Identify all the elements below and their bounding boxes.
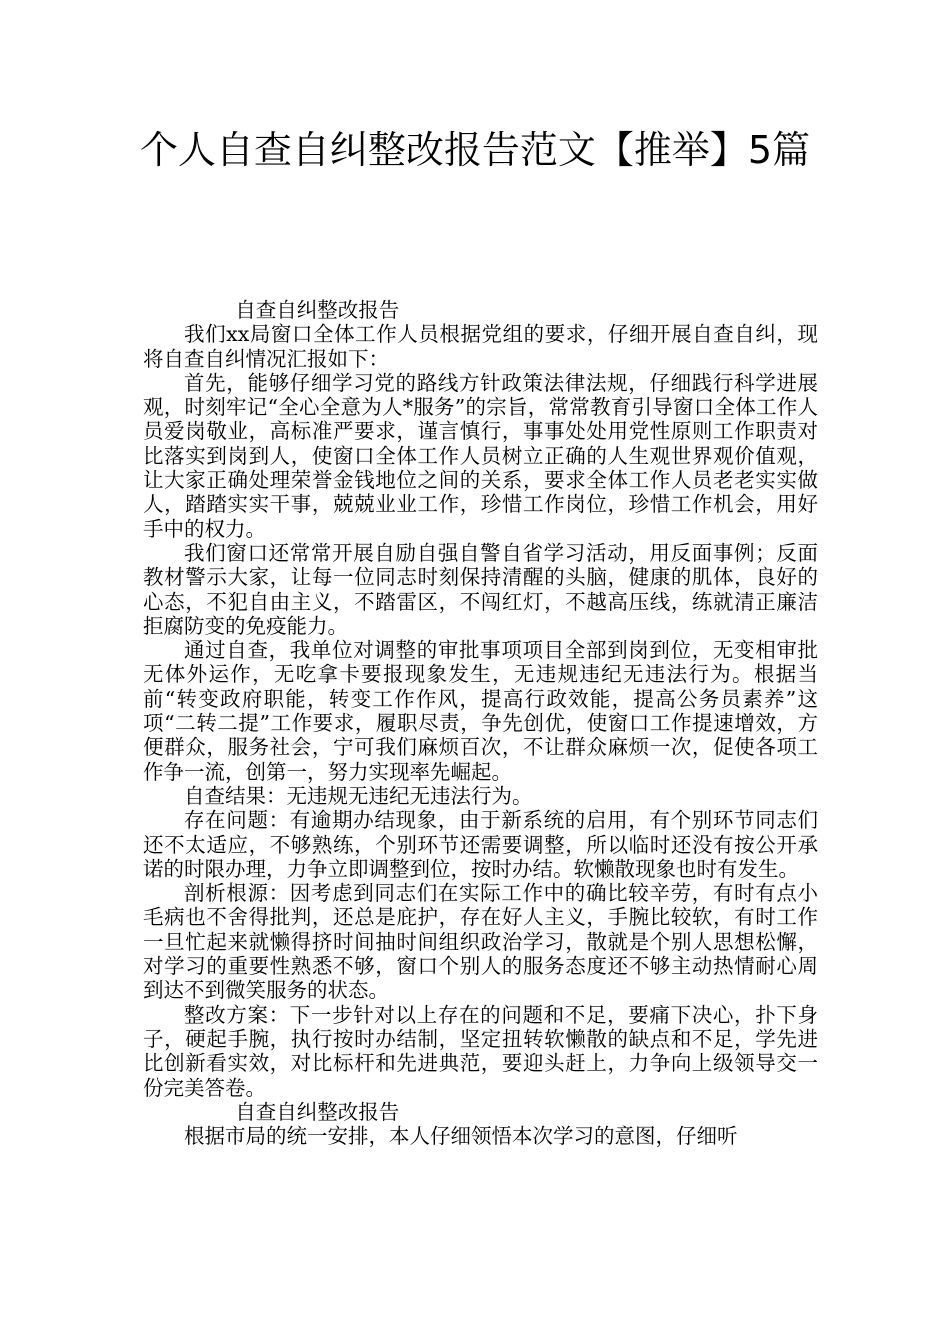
paragraph: 自查结果：无违规无违纪无违法行为。 (184, 783, 533, 808)
paragraph: 整改方案：下一步针对以上存在的问题和不足，要痛下决心，扑下身子，硬起手腕，执行按时办结制，坚定扭转软懒散的缺点和不足，学先进比创新看实效，对比标杆和先进典范，要迎头赶上，力争向上级领导交一份完美答卷。 (143, 1002, 818, 1100)
paragraph: 存在问题：有逾期办结现象，由于新系统的启用，有个别环节同志们还不太适应，不够熟练，个别环节还需要调整，所以临时还没有按公开承诺的时限办理，力争立即调整到位，按时办结。软懒散现象也时有发生。 (143, 808, 818, 881)
document-body (143, 298, 818, 1148)
paragraph: 通过自查，我单位对调整的审批事项项目全部到岗到位，无变相审批无体外运作，无吃拿卡要报现象发生，无违规违纪无违法行为。根据当前“转变政府职能，转变工作作风，提高行政效能，提高公务员素养”这项“二转二提”工作要求，履职尽责，争先创优，使窗口工作提速增效，方便群众，服务社会，宁可我们麻烦百次，不让群众麻烦一次，促使各项工作争一流，创第一，努力实现率先崛起。 (143, 638, 818, 784)
paragraph: 我们xx局窗口全体工作人员根据党组的要求，仔细开展自查自纠，现将自查自纠情况汇报如下： (143, 322, 818, 371)
paragraph: 剖析根源：因考虑到同志们在实际工作中的确比较辛劳，有时有点小毛病也不舍得批判，还总是庇护，存在好人主义，手腕比较软，有时工作一旦忙起来就懒得挤时间抽时间组织政治学习，散就是个别人思想松懈，对学习的重要性熟悉不够，窗口个别人的服务态度还不够主动热情耐心周到达不到微笑服务的状态。 (143, 881, 818, 1003)
document-title: 个人自查自纠整改报告范文【推举】5篇 (139, 128, 811, 172)
paragraph: 首先，能够仔细学习党的路线方针政策法律法规，仔细践行科学进展观，时刻牢记“全心全意为人*服务”的宗旨，常常教育引导窗口全体工作人员爱岗敬业，高标准严要求，谨言慎行，事事处处用党性原则工作职责对比落实到岗到人，使窗口全体工作人员树立正确的人生观世界观价值观，让大家正确处理荣誉金钱地位之间的关系，要求全体工作人员老老实实做人，踏踏实实干事，兢兢业业工作，珍惜工作岗位，珍惜工作机会，用好手中的权力。 (143, 370, 818, 541)
paragraph: 我们窗口还常常开展自励自强自警自省学习活动，用反面事例；反面教材警示大家，让每一位同志时刻保持清醒的头脑，健康的肌体，良好的心态，不犯自由主义，不踏雷区，不闯红灯，不越高压线，练就清正廉洁拒腐防变的免疫能力。 (143, 540, 818, 638)
section-heading: 自查自纠整改报告 (235, 1099, 400, 1124)
paragraph: 根据市局的统一安排，本人仔细领悟本次学习的意图，仔细听 (184, 1124, 738, 1149)
section-heading: 自查自纠整改报告 (235, 298, 400, 322)
